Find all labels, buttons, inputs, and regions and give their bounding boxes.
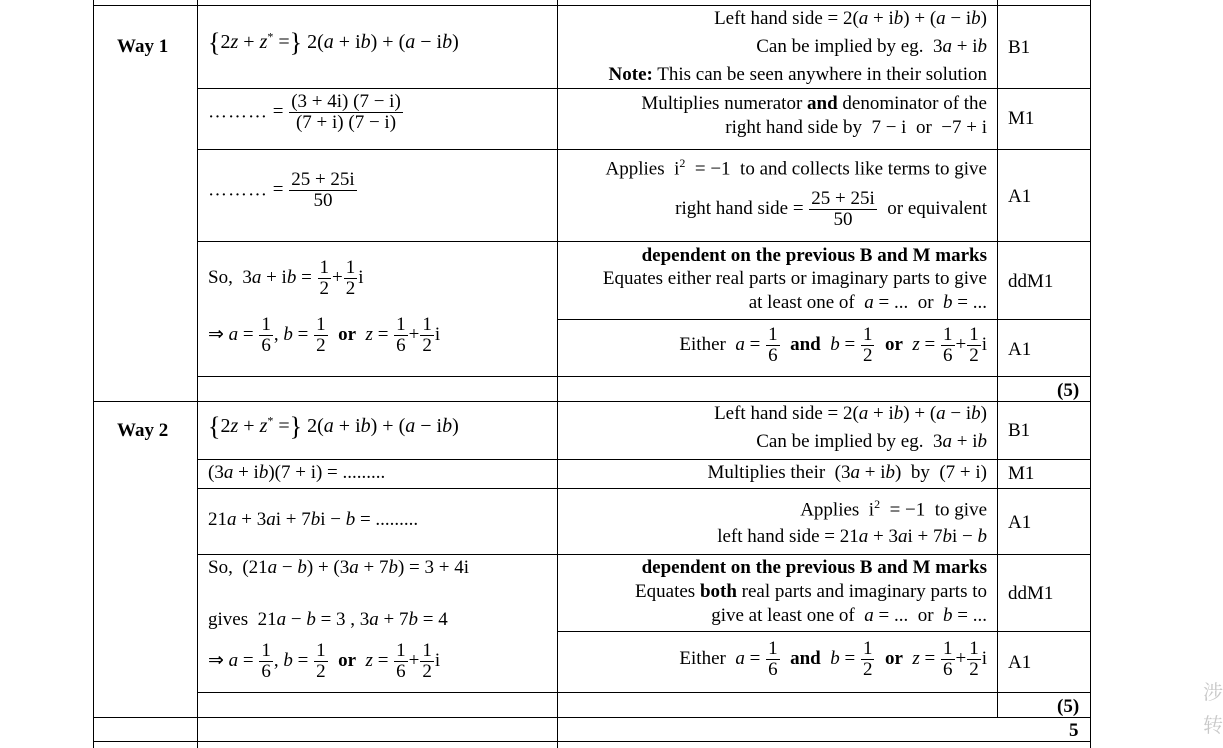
- way-2-total: (5): [1057, 696, 1080, 717]
- note-line: Multiplies numerator and denominator of the: [641, 93, 987, 114]
- note-line: Left hand side = 2(a + ib) + (a − ib): [714, 8, 987, 29]
- grid-line: [93, 5, 1091, 6]
- working-line: ⇒ a = $\frac{1}{6}$ , b = $\frac{1}{2}$ or z = $\frac{1}{6}$ + $\frac{1}{2}$ i: [208, 314, 441, 356]
- mark-code: A1: [1008, 186, 1032, 207]
- note-line: Can be implied by eg. 3a + ib: [756, 431, 987, 452]
- grid-line: [1090, 0, 1091, 748]
- grid-line: [197, 376, 1091, 377]
- grid-line: [197, 554, 1091, 555]
- note-line: dependent on the previous B and M marks: [641, 557, 987, 578]
- working-line: (3a + ib)(7 + i) = .........: [208, 462, 386, 483]
- grid-line: [997, 0, 998, 717]
- mark-code: M1: [1008, 463, 1035, 484]
- mark-code: A1: [1008, 339, 1032, 360]
- side-glyph: 涉: [1203, 680, 1223, 704]
- note-line: Multiplies their (3a + ib) by (7 + i): [707, 462, 987, 483]
- grid-line: [197, 0, 198, 748]
- way-1-total: (5): [1057, 380, 1080, 401]
- side-glyph: 转: [1203, 713, 1223, 737]
- mark-code: B1: [1008, 37, 1031, 58]
- note-line: give at least one of a = ... or b = ...: [711, 605, 987, 626]
- working-line: ……… = $\frac{(3 + 4i) (7 - i)}{(7 + i) (7 - i)}$: [208, 91, 401, 133]
- note-line: Applies $i^2 = -1$ to and collects like terms to give: [605, 156, 987, 180]
- grid-line: [93, 0, 94, 748]
- note-line: dependent on the previous B and M marks: [641, 245, 987, 266]
- mark-code: ddM1: [1008, 271, 1054, 292]
- working-line: {2z + z* =} 2(a + ib) + (a − ib): [208, 412, 459, 441]
- note-line: at least one of a = ... or b = ...: [748, 292, 987, 313]
- grid-line: [197, 692, 1091, 693]
- grid-line: [557, 319, 1091, 320]
- grid-line: [93, 401, 1091, 402]
- mark-code: M1: [1008, 108, 1035, 129]
- way-2-label: Way 2: [117, 420, 169, 441]
- grid-line: [93, 717, 1091, 718]
- way-1-label: Way 1: [117, 36, 169, 57]
- note-line: Equates either real parts or imaginary parts to give: [602, 268, 987, 289]
- grand-total: 5: [1069, 720, 1079, 741]
- working-line: {2z + z* =} 2(a + ib) + (a − ib): [208, 28, 459, 57]
- note-line: Either a = $\frac{1}{6}$ and b = $\frac{1}{2}$ or z = $\frac{1}{6}$ + $\frac{1}{2}$ i: [679, 638, 987, 680]
- working-line: ⇒ a = $\frac{1}{6}$ , b = $\frac{1}{2}$ or z = $\frac{1}{6}$ + $\frac{1}{2}$ i: [208, 640, 441, 682]
- note-line: Left hand side = 2(a + ib) + (a − ib): [714, 403, 987, 424]
- grid-line: [197, 149, 1091, 150]
- mark-code: A1: [1008, 652, 1032, 673]
- note-line: Either a = $\frac{1}{6}$ and b = $\frac{1}{2}$ or z = $\frac{1}{6}$ + $\frac{1}{2}$ i: [679, 324, 987, 366]
- note-line: Equates both real parts and imaginary parts to: [635, 581, 987, 602]
- working-line: So, (21a − b) + (3a + 7b) = 3 + 4i: [208, 557, 470, 578]
- note-line: Note: This can be seen anywhere in their solution: [608, 64, 987, 85]
- working-line: gives 21a − b = 3 , 3a + 7b = 4: [208, 609, 448, 630]
- note-line: left hand side = 21a + 3ai + 7bi − b: [717, 526, 987, 547]
- note-line: Can be implied by eg. 3a + ib: [756, 36, 987, 57]
- grid-line: [557, 0, 558, 748]
- note-line: right hand side = $\frac{25 + 25i}{50}$ or equivalent: [675, 188, 987, 230]
- mark-code: B1: [1008, 420, 1031, 441]
- working-line: ……… = $\frac{25 + 25i}{50}$: [208, 169, 355, 211]
- mark-code: ddM1: [1008, 583, 1054, 604]
- grid-line: [197, 88, 1091, 89]
- note-line: Applies $i^2 = -1$ to give: [800, 497, 987, 521]
- grid-line: [93, 741, 1091, 742]
- grid-line: [197, 241, 1091, 242]
- note-line: right hand side by 7 − i or −7 + i: [725, 117, 987, 138]
- mark-code: A1: [1008, 512, 1032, 533]
- grid-line: [197, 488, 1091, 489]
- working-line: So, 3a + ib = $\frac{1}{2}$ + $\frac{1}{2}$ i: [208, 257, 364, 299]
- grid-line: [557, 631, 1091, 632]
- grid-line: [197, 459, 1091, 460]
- working-line: 21a + 3ai + 7bi − b = .........: [208, 509, 419, 530]
